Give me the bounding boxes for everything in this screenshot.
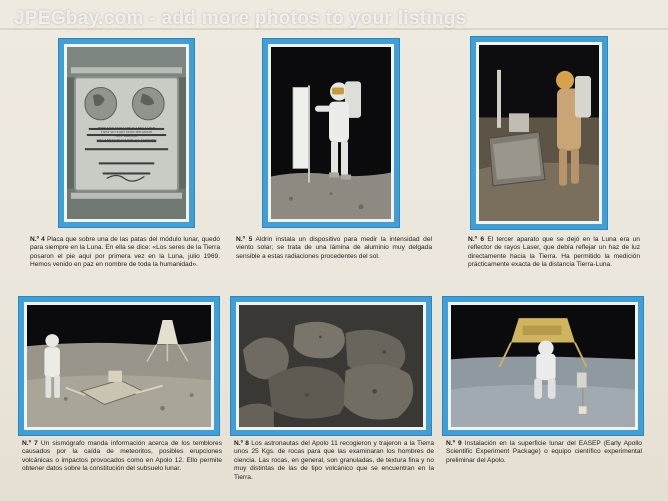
caption-text: Los astronautas del Apolo 11 recogieron y trajeron a la Tierra unos 25 Kgs. de rocas para que las examinaran los hombres de ciencia. Las rocas, en general, son granuladas, de textura fina y no muy distintas de las de tipo volcánico que se encuentran en la Tierra. [234,440,434,481]
sticker-frame-7 [18,296,220,436]
caption-text: Instalación en la superficie lunar del EASEP (Early Apollo Scientific Experiment Package) o equipo científico experimental preliminar del Apolo. [446,440,642,464]
caption-number: N.º 4 [30,236,45,243]
sticker-frame-8 [230,296,432,436]
caption-4 [30,236,220,270]
caption-text: Un sismógrafo manda información acerca de los temblores causados por la caída de meteoritos, posibles erupciones volcánicas o impactos provocados como en Apolo 12. Ello permite obtener datos sobre la constitución del subsuelo lunar. [22,440,222,473]
sticker-frame-6 [470,36,608,230]
caption-number: N.º 8 [234,440,249,447]
plaque-line: JULY 1969, A.D. [115,134,138,139]
caption-number: N.º 7 [22,440,38,447]
watermark: JPEGbay.com - add more photos to your listings [14,8,467,29]
photo-solar-wind [271,47,391,219]
photo-laser-reflector [479,45,599,221]
sticker-frame-9 [442,296,644,436]
caption-number: N.º 5 [236,236,253,243]
sticker-frame-4 [58,38,195,228]
plaque-line: HERE MEN FROM THE PLANET EARTH [97,126,156,131]
caption-text: Placa que sobre una de las patas del módulo lunar, quedó para siempre en la Luna. En ella se dice: «Los seres de la Tierra posaron el pie aquí por primera vez en la Luna, julio 1969. Hemos venido en paz en nombre de toda la humanidad». [30,236,220,269]
caption-number: N.º 9 [446,440,462,447]
caption-5 [236,236,432,261]
caption-text: Aldrin instala un dispositivo para medir la intensidad del viento solar; se trata de una lámina de aluminio muy delgada sensible a estas radiaciones procedentes del sol. [236,236,432,260]
caption-7 [22,440,222,474]
plaque-line: WE CAME IN PEACE FOR ALL MANKIND [96,138,157,143]
caption-8 [234,440,434,482]
photo-seismograph [27,305,211,427]
caption-9 [446,440,642,465]
caption-6 [468,236,640,270]
plaque-text [84,126,170,142]
plaque-line: FIRST SET FOOT UPON THE MOON [100,130,153,135]
photo-plaque [67,47,186,219]
caption-number: N.º 6 [468,236,484,243]
caption-text: El tercer aparato que se dejó en la Luna era un reflector de rayos Laser, que debía reflejar un haz de luz directamente hacia la Tierra. Ha permitido la medición prácticamente exacta de la distancia Tierra-Luna. [468,236,640,269]
photo-easep [451,305,635,427]
sticker-frame-5 [262,38,400,228]
photo-moon-rocks [239,305,423,427]
